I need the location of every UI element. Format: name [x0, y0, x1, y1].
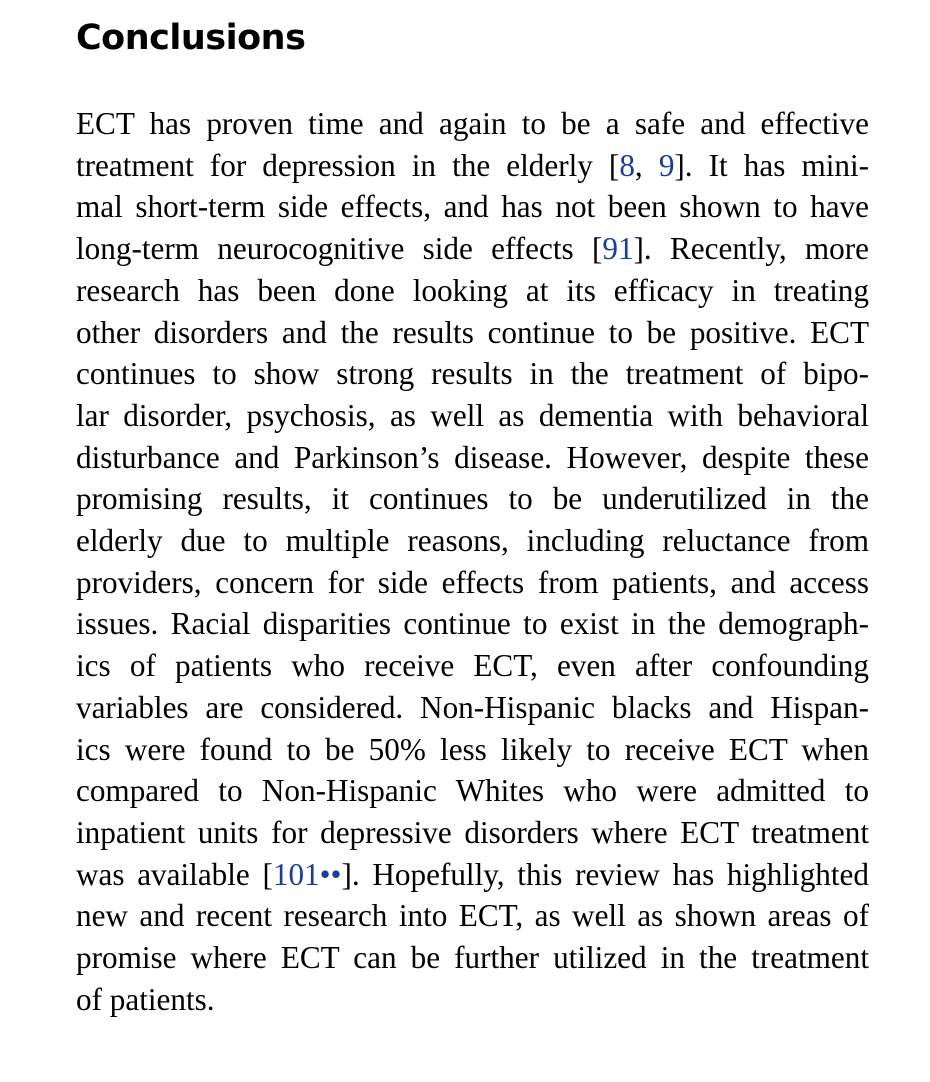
paragraph-line: [76, 937, 869, 979]
text-run: continues to show strong results in the treatment of bipo-: [76, 356, 869, 392]
text-run: disturbance and Parkinson’s disease. However, despite these: [76, 439, 869, 475]
paragraph-line: [76, 270, 869, 312]
citation-link[interactable]: 91: [602, 231, 634, 267]
paragraph-line: [76, 520, 869, 562]
text-run: ics of patients who receive ECT, even after confounding: [76, 648, 869, 684]
paragraph-line: [76, 103, 869, 145]
paragraph-line: [76, 353, 869, 395]
paragraph-line: [76, 854, 869, 896]
paragraph-line: [76, 186, 869, 228]
page: [76, 0, 869, 1020]
text-run: ]. It has mini-: [674, 147, 870, 183]
text-run: of patients.: [76, 981, 215, 1017]
text-run: ECT has proven time and again to be a safe and effective: [76, 106, 869, 141]
citation-link[interactable]: 9: [658, 147, 675, 183]
paragraph-line: [76, 729, 869, 771]
paragraph-line: [76, 145, 869, 187]
text-run: was available [: [76, 856, 273, 892]
paragraph-line: [76, 603, 869, 645]
text-run: promising results, it continues to be underutilized in the: [76, 481, 869, 517]
paragraph-line: [76, 770, 869, 812]
text-run: ics were found to be 50% less likely to receive ECT when: [76, 731, 869, 767]
text-run: ]. Hopefully, this review has highlighted: [341, 856, 869, 892]
text-run: elderly due to multiple reasons, including reluctance from: [76, 523, 869, 559]
text-run: ,: [634, 147, 659, 183]
text-run: inpatient units for depressive disorders where ECT treatment: [76, 814, 869, 850]
text-run: research has been done looking at its efficacy in treating: [76, 272, 869, 308]
paragraph-line: [76, 228, 869, 270]
paragraph-line: [76, 812, 869, 854]
paragraph-line: [76, 979, 869, 1021]
citation-link[interactable]: 101••: [272, 856, 342, 892]
paragraph-line: [76, 895, 869, 937]
text-run: variables are considered. Non-Hispanic blacks and Hispan-: [76, 689, 869, 725]
citation-link[interactable]: 8: [619, 147, 635, 183]
text-run: new and recent research into ECT, as well as shown areas of: [76, 898, 869, 934]
section-heading: Conclusions: [76, 18, 306, 58]
paragraph-line: [76, 437, 869, 479]
text-run: compared to Non-Hispanic Whites who were admitted to: [76, 773, 869, 809]
paragraph-line: [76, 687, 869, 729]
paragraph-line: [76, 312, 869, 354]
text-run: mal short-term side effects, and has not been shown to have: [76, 189, 869, 225]
paragraph-line: [76, 645, 869, 687]
text-run: ]. Recently, more: [633, 231, 869, 267]
paragraph-line: [76, 478, 869, 520]
text-run: promise where ECT can be further utilized in the treatment: [76, 940, 869, 976]
text-run: long-term neurocognitive side effects [: [76, 231, 603, 267]
text-run: issues. Racial disparities continue to exist in the demograph-: [76, 606, 869, 642]
conclusions-paragraph: [76, 103, 869, 1020]
text-run: treatment for depression in the elderly [: [76, 147, 620, 183]
paragraph-line: [76, 395, 869, 437]
text-run: other disorders and the results continue to be positive. ECT: [76, 314, 869, 350]
paragraph-line: [76, 562, 869, 604]
text-run: providers, concern for side effects from patients, and access: [76, 564, 869, 600]
text-run: lar disorder, psychosis, as well as dementia with behavioral: [76, 397, 869, 433]
